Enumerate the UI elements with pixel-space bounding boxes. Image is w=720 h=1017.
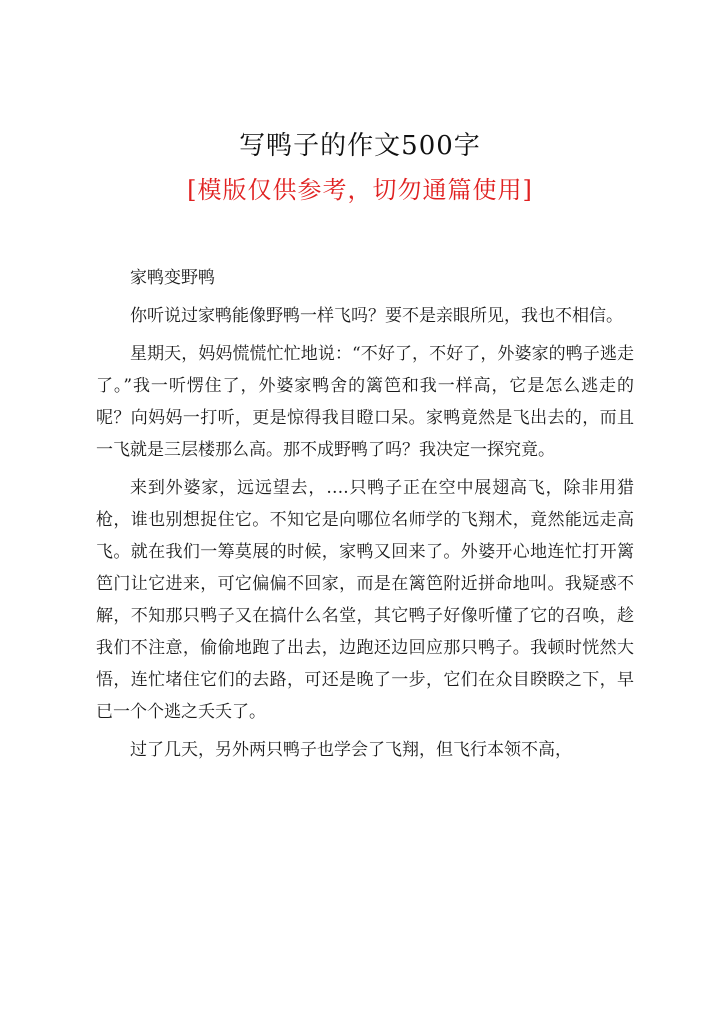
document-subtitle: [模版仅供参考，切勿通篇使用] (187, 176, 533, 204)
paragraph: 过了几天，另外两只鸭子也学会了飞翔，但飞行本领不高， (130, 740, 572, 760)
paragraph-heading: 家鸭变野鸭 (130, 268, 215, 288)
document-title: 写鸭子的作文500字 (239, 131, 481, 161)
paragraph: 你听说过家鸭能像野鸭一样飞吗？要不是亲眼所见，我也不相信。 (130, 306, 623, 326)
paragraph: 星期天，妈妈慌慌忙忙地说：“不好了，不好了，外婆家的鸭子逃走了。”我一听愣住了，外婆家鸭舍的篱笆和我一样高，它是怎么逃走的呢？向妈妈一打听，更是惊得我目瞪口呆。家鸭竟然是飞出去的，而且一飞就是三层楼那么高。那不成野鸭了吗？我决定一探究竟。 (96, 344, 634, 460)
document-body (96, 262, 634, 772)
paragraph: 来到外婆家，远远望去，….只鸭子正在空中展翅高飞，除非用猎枪，谁也别想捉住它。不知它是向哪位名师学的飞翔术，竟然能远走高飞。就在我们一筹莫展的时候，家鸭又回来了。外婆开心地连忙打开篱笆门让它进来，可它偏偏不回家，而是在篱笆附近拼命地叫。我疑惑不解，不知那只鸭子又在搞什么名堂，其它鸭子好像听懂了它的召唤，趁我们不注意，偷偷地跑了出去，边跑还边回应那只鸭子。我顿时恍然大悟，连忙堵住它们的去路，可还是晚了一步，它们在众目睽睽之下，早已一个个逃之夭夭了。 (96, 478, 634, 722)
